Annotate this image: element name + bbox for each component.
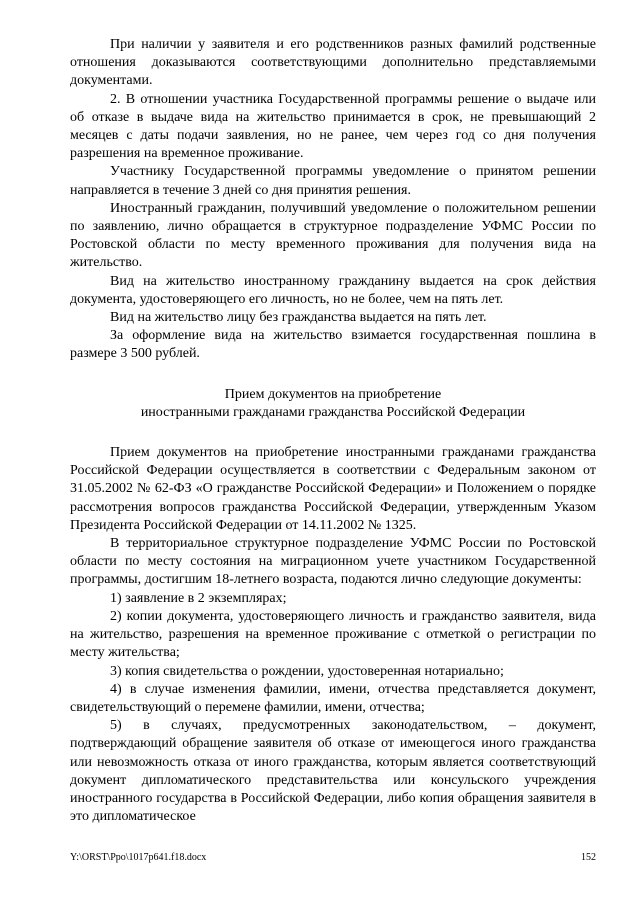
footer-file-path: Y:\ORST\Ppo\1017p641.f18.docx	[70, 852, 207, 863]
paragraph: Иностранный гражданин, получивший уведомление о положительном решении по заявлению, лично обращается в структурное подразделение УФМС России по Ростовской области по месту временного проживания для получения вида на жительство.	[70, 200, 596, 271]
paragraph: Вид на жительство лицу без гражданства выдается на пять лет.	[110, 310, 487, 326]
paragraph: 2. В отношении участника Государственной программы решение о выдаче или об отказе в выдаче вида на жительство принимается в срок, не превышающий 2 месяцев с даты подачи заявления, но не ранее, чем через год со дня получения разрешения на временное проживание.	[70, 91, 596, 162]
list-item: 3) копия свидетельства о рождении, удостоверенная нотариально;	[110, 663, 504, 679]
paragraph: За оформление вида на жительство взимается государственная пошлина в размере 3 500 рублей.	[70, 328, 596, 362]
section-heading-line: иностранными гражданами гражданства Российской Федерации	[140, 404, 526, 420]
list-item: 5) в случаях, предусмотренных законодательством, – документ, подтверждающий обращение заявителя об отказе от имеющегося иного гражданства или невозможность отказа от иного гражданства, которым является соответствующий документ дипломатического представительства или консульского учреждения иностранного государства в Российской Федерации, либо копия обращения заявителя в это дипломатическое	[70, 718, 596, 825]
section-heading-line: Прием документов на приобретение	[224, 386, 442, 402]
list-item: 1) заявление в 2 экземплярах;	[110, 590, 287, 606]
paragraph: Прием документов на приобретение иностранными гражданами гражданства Российской Федерации осуществляется в соответствии с Федеральным законом от 31.05.2002 № 62-ФЗ «О гражданстве Российской Федерации» и Положением о порядке рассмотрения вопросов гражданства Российской Федерации, утвержденным Указом Президента Российской Федерации от 14.11.2002 № 1325.	[70, 445, 596, 533]
document-body	[70, 36, 596, 826]
paragraph: Вид на жительство иностранному гражданину выдается на срок действия документа, удостоверяющего его личность, но не более, чем на пять лет.	[70, 273, 596, 307]
list-item: 2) копии документа, удостоверяющего личность и гражданство заявителя, вида на жительство, разрешения на временное проживание с отметкой о регистрации по месту жительства;	[70, 608, 596, 661]
paragraph: При наличии у заявителя и его родственников разных фамилий родственные отношения доказываются соответствующими дополнительно представляемыми документами.	[70, 37, 596, 89]
list-item: 4) в случае изменения фамилии, имени, отчества представляется документ, свидетельствующий о перемене фамилии, имени, отчества;	[70, 681, 596, 715]
paragraph: Участнику Государственной программы уведомление о принятом решении направляется в течение 3 дней со дня принятия решения.	[70, 164, 596, 198]
page-number: 152	[581, 852, 596, 863]
paragraph: В территориальное структурное подразделение УФМС России по Ростовской области по месту состояния на миграционном учете участником Государственной программы, достигшим 18-летнего возраста, подаются лично следующие документы:	[70, 536, 596, 588]
section-heading	[70, 386, 596, 422]
